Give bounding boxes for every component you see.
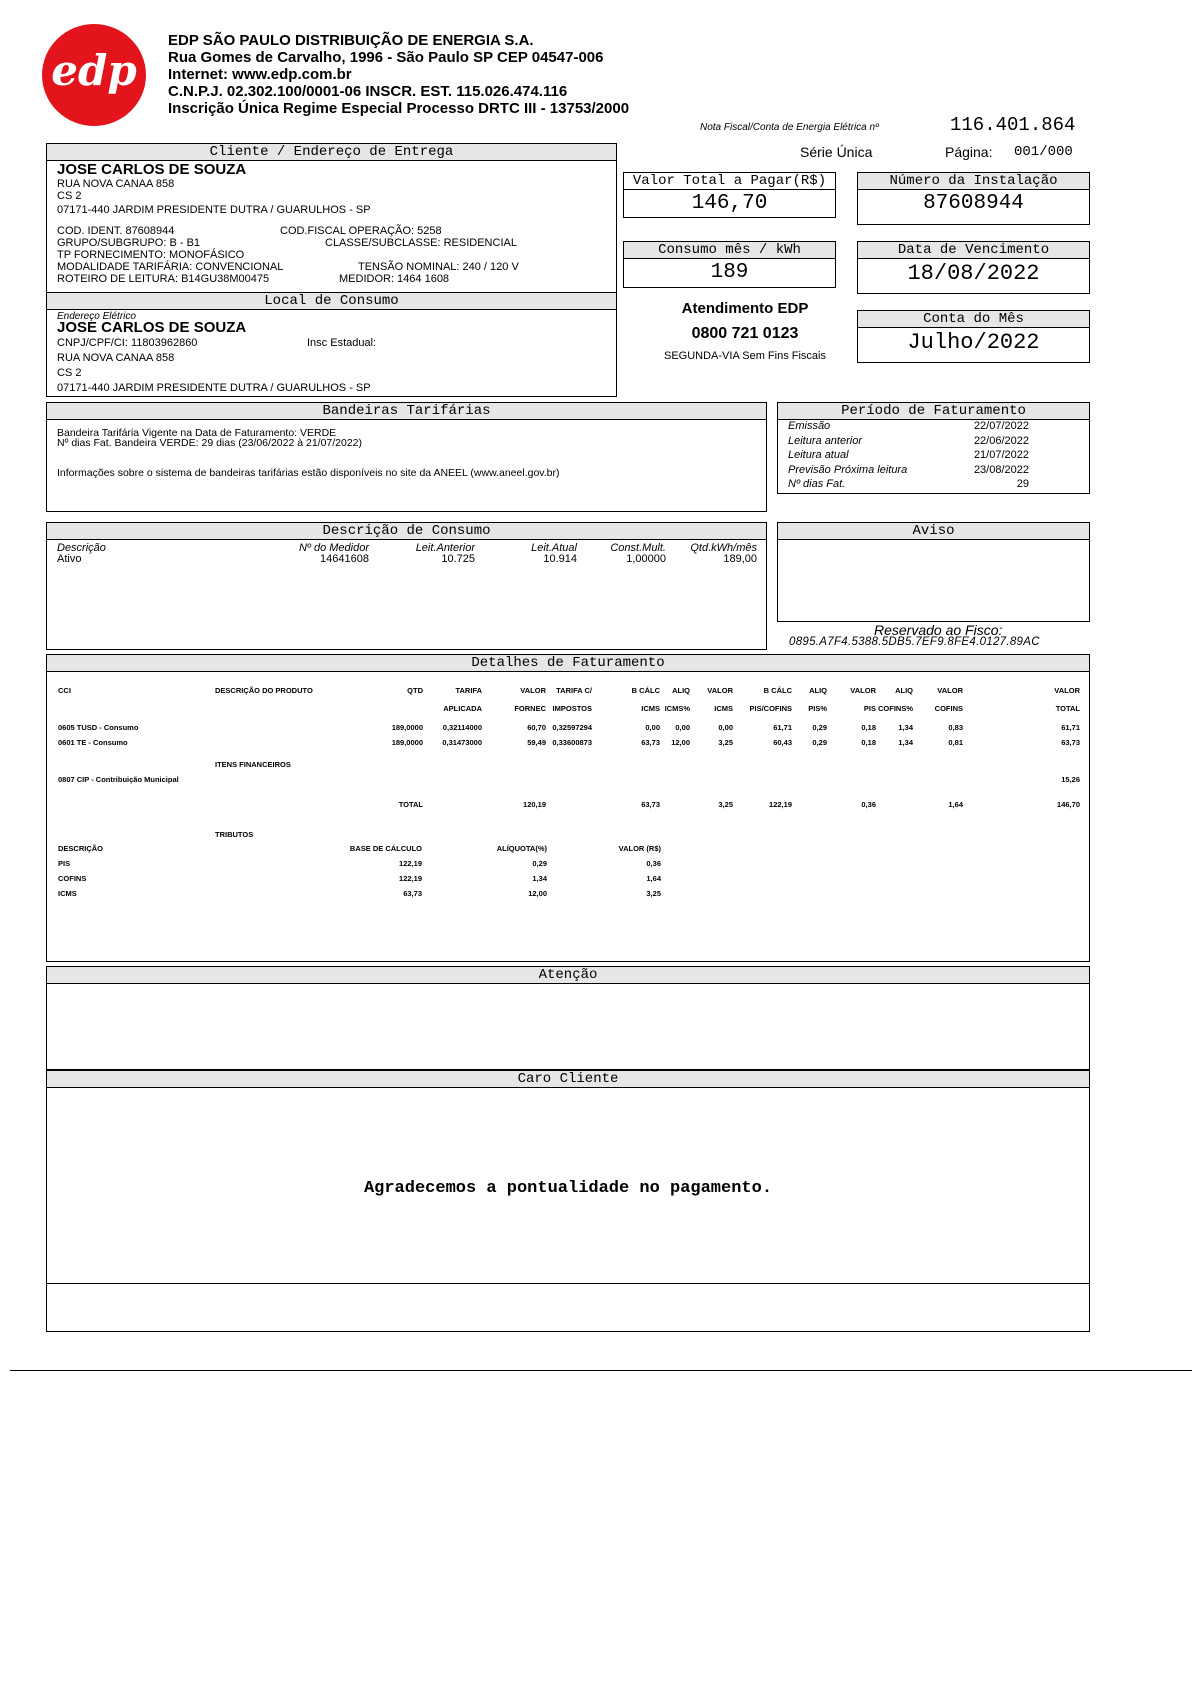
aviso-header: Aviso [778, 523, 1089, 540]
detalhes-col-subheader: APLICADA [443, 704, 482, 713]
consumo-box [623, 241, 836, 288]
detalhes-col-subheader: FORNEC [514, 704, 546, 713]
local-insc: Insc Estadual: [307, 337, 377, 349]
detalhes-col-subheader: PIS% [808, 704, 827, 713]
tributos-cell: PIS [58, 859, 71, 868]
tributos-col-header: ALÍQUOTA(%) [496, 844, 547, 853]
descricao-header: Descrição de Consumo [47, 523, 766, 540]
cliente-classe: CLASSE/SUBCLASSE: RESIDENCIAL [325, 237, 517, 249]
detalhes-cell: 0,83 [948, 723, 963, 732]
detalhes-col-header: TARIFA [455, 686, 482, 695]
local-name: JOSE CARLOS DE SOUZA [57, 319, 247, 336]
instalacao-box [857, 172, 1090, 225]
tributos-cell: COFINS [58, 874, 87, 883]
detalhes-col-header: QTD [407, 686, 423, 695]
periodo-value: 22/06/2022 [973, 434, 1029, 447]
cliente-name: JOSE CARLOS DE SOUZA [57, 161, 247, 178]
vencimento-box [857, 241, 1090, 294]
detalhes-cell: 0,29 [812, 723, 827, 732]
tributos-cell: 3,25 [646, 889, 661, 898]
company-regime: Inscrição Única Regime Especial Processo DRTC III - 13753/2000 [168, 100, 630, 117]
detalhes-cell: 189,0000 [391, 723, 423, 732]
cliente-tp-fornecimento: TP FORNECIMENTO: MONOFÁSICO [57, 249, 245, 261]
edp-logo-text: edp [51, 46, 137, 95]
company-internet: Internet: www.edp.com.br [168, 66, 352, 83]
local-cnpj: CNPJ/CPF/CI: 11803962860 [57, 337, 198, 349]
detalhes-cell: 0601 TE - Consumo [58, 738, 128, 747]
cliente-tensao: TENSÃO NOMINAL: 240 / 120 V [358, 261, 519, 273]
fisco-code: 0895.A7F4.5388.5DB5.7EF9.8FE4.0127.89AC [789, 636, 1040, 648]
total-cofins: 1,64 [948, 800, 963, 809]
tributos-col-header: VALOR (R$) [618, 844, 661, 853]
periodo-label: Nº dias Fat. [788, 478, 846, 490]
conta-mes-value: Julho/2022 [907, 330, 1040, 355]
detalhes-cell: 60,70 [527, 723, 546, 732]
descricao-col-header: Nº do Medidor [298, 542, 369, 554]
detalhes-col-header: ALIQ [809, 686, 827, 695]
detalhes-cell: 0,32597294 [552, 723, 592, 732]
nota-number: 116.401.864 [950, 114, 1076, 136]
detalhes-cell: 60,43 [773, 738, 792, 747]
tributos-cell: ICMS [58, 889, 77, 898]
total-pis: 0,36 [861, 800, 876, 809]
cliente-line1: RUA NOVA CANAA 858 [57, 178, 175, 190]
serie-label: Série Única [800, 144, 873, 160]
company-address: Rua Gomes de Carvalho, 1996 - São Paulo SP CEP 04547-006 [168, 49, 604, 66]
bandeiras-header: Bandeiras Tarifárias [47, 403, 766, 420]
detalhes-header: Detalhes de Faturamento [47, 655, 1089, 672]
periodo-box [777, 402, 1090, 494]
detalhes-cell: 0,31473000 [442, 738, 482, 747]
caro-divider [47, 1283, 1089, 1284]
bandeiras-line2: Nº dias Fat. Bandeira VERDE: 29 dias (23/06/2022 à 21/07/2022) [57, 437, 363, 449]
total-total: 146,70 [1057, 800, 1080, 809]
descricao-col-header: Descrição [57, 542, 106, 554]
local-address [57, 352, 371, 394]
detalhes-cell: 1,34 [898, 738, 913, 747]
detalhes-col-header: VALOR [850, 686, 876, 695]
detalhes-col-header: ALIQ [895, 686, 913, 695]
detalhes-cell: 0,33600873 [552, 738, 592, 747]
cliente-roteiro: ROTEIRO DE LEITURA: B14GU38M00475 [57, 273, 270, 285]
consumo-value: 189 [710, 261, 749, 284]
atencao-box [46, 966, 1090, 1070]
detalhes-cell: 0605 TUSD - Consumo [58, 723, 139, 732]
edp-logo [42, 24, 146, 126]
instalacao-value: 87608944 [923, 192, 1024, 215]
cliente-cod-fiscal: COD.FISCAL OPERAÇÃO: 5258 [280, 225, 442, 237]
bottom-rule [10, 1370, 1192, 1371]
conta-mes-label: Conta do Mês [858, 311, 1089, 328]
tributos-cell: 122,19 [399, 874, 422, 883]
detalhes-col-subheader: PIS [863, 704, 876, 713]
conta-mes-box [857, 310, 1090, 363]
cliente-medidor: MEDIDOR: 1464 1608 [339, 273, 450, 285]
tributos-cell: 122,19 [399, 859, 422, 868]
cip-label: 0807 CIP - Contribuição Municipal [58, 775, 179, 784]
cliente-grupo: GRUPO/SUBGRUPO: B - B1 [57, 237, 201, 249]
valor-total-value: 146,70 [691, 192, 768, 215]
detalhes-col-header: VALOR [520, 686, 546, 695]
cliente-cod-ident: COD. IDENT. 87608944 [57, 225, 175, 237]
detalhes-col-header: ALIQ [672, 686, 690, 695]
instalacao-label: Número da Instalação [858, 173, 1089, 190]
detalhes-cell: 0,00 [645, 723, 660, 732]
detalhes-cell: 61,71 [1061, 723, 1080, 732]
detalhes-cell: 0,81 [948, 738, 963, 747]
detalhes-col-header: VALOR [1054, 686, 1080, 695]
detalhes-col-header: VALOR [707, 686, 733, 695]
cliente-line2: CS 2 [57, 190, 82, 202]
atendimento-title: Atendimento EDP [681, 300, 809, 317]
bandeiras-box [46, 402, 767, 512]
detalhes-content [47, 672, 1089, 961]
valor-total-box [623, 172, 836, 218]
periodo-value: 21/07/2022 [973, 449, 1029, 461]
detalhes-col-subheader: ICMS [714, 704, 733, 713]
descricao-col-header: Qtd.kWh/mês [690, 542, 757, 554]
total-fornec: 120,19 [523, 800, 546, 809]
detalhes-cell: 1,34 [898, 723, 913, 732]
detalhes-cell: 0,32114000 [442, 723, 482, 732]
detalhes-cell: 3,25 [718, 738, 733, 747]
detalhes-col-subheader: COFINS [934, 704, 963, 713]
bandeiras-line1: Bandeira Tarifária Vigente na Data de Faturamento: VERDE [57, 427, 337, 439]
tributos-cell: 0,36 [646, 859, 661, 868]
bandeiras-line3: Informações sobre o sistema de bandeiras tarifárias estão disponíveis no site da ANEEL (www.aneel.gov.br) [57, 467, 560, 479]
detalhes-col-header: B CÁLC [631, 686, 660, 695]
cliente-address [57, 178, 371, 216]
periodo-header: Período de Faturamento [778, 403, 1089, 420]
local-line3: 07171-440 JARDIM PRESIDENTE DUTRA / GUARULHOS - SP [57, 382, 371, 394]
total-icms: 3,25 [718, 800, 733, 809]
detalhes-cell: 0,00 [718, 723, 733, 732]
detalhes-col-header: CCI [58, 686, 71, 695]
detalhes-cell: 63,73 [1061, 738, 1080, 747]
company-block [168, 32, 629, 117]
vencimento-label: Data de Vencimento [858, 242, 1089, 259]
detalhes-cell: 0,29 [812, 738, 827, 747]
detalhes-box [46, 654, 1090, 962]
caro-box [46, 1070, 1090, 1332]
itens-financeiros-label: ITENS FINANCEIROS [215, 760, 291, 769]
cliente-modalidade: MODALIDADE TARIFÁRIA: CONVENCIONAL [57, 261, 284, 273]
tributos-label: TRIBUTOS [215, 830, 254, 839]
periodo-label: Leitura atual [788, 449, 849, 461]
local-line2: CS 2 [57, 367, 82, 379]
detalhes-col-header: VALOR [937, 686, 963, 695]
tributos-cell: 12,00 [528, 889, 547, 898]
descricao-cell: Ativo [57, 553, 82, 565]
vencimento-value: 18/08/2022 [907, 261, 1040, 286]
detalhes-cell: 189,0000 [391, 738, 423, 747]
valor-total-label: Valor Total a Pagar(R$) [624, 173, 835, 190]
descricao-cell: 1,00000 [626, 553, 666, 565]
cip-value: 15,26 [1061, 775, 1080, 784]
detalhes-col-subheader: PIS/COFINS [749, 704, 792, 713]
detalhes-col-header: DESCRIÇÃO DO PRODUTO [215, 686, 313, 695]
fisco-label: Reservado ao Fisco: [874, 622, 1003, 638]
descricao-col-header: Leit.Anterior [415, 542, 475, 554]
tributos-col-header: DESCRIÇÃO [58, 844, 104, 853]
periodo-label: Leitura anterior [788, 434, 862, 447]
pagina-value: 001/000 [1014, 144, 1073, 160]
consumo-label: Consumo mês / kWh [624, 242, 835, 259]
company-name: EDP SÃO PAULO DISTRIBUIÇÃO DE ENERGIA S.A. [168, 32, 534, 49]
tributos-col-header: BASE DE CÁLCULO [349, 844, 422, 853]
detalhes-col-subheader: ICMS% [664, 704, 690, 713]
local-line1: RUA NOVA CANAA 858 [57, 352, 175, 364]
descricao-col-header: Const.Mult. [610, 542, 666, 554]
detalhes-col-subheader: IMPOSTOS [552, 704, 592, 713]
detalhes-cell: 63,73 [641, 738, 660, 747]
periodo-value: 29 [1016, 478, 1029, 490]
tributos-cell: 1,64 [646, 874, 661, 883]
tributos-cell: 63,73 [403, 889, 422, 898]
company-cnpj: C.N.P.J. 02.302.100/0001-06 INSCR. EST. 115.026.474.116 [168, 83, 568, 100]
atendimento-note: SEGUNDA-VIA Sem Fins Fiscais [664, 350, 826, 362]
atencao-header: Atenção [47, 967, 1089, 984]
detalhes-col-header: TARIFA C/ [556, 686, 592, 695]
detalhes-cell: 0,00 [675, 723, 690, 732]
total-label: TOTAL [398, 800, 423, 809]
pagina-label: Página: [945, 144, 993, 160]
cliente-line3: 07171-440 JARDIM PRESIDENTE DUTRA / GUARULHOS - SP [57, 204, 371, 216]
caro-message: Agradecemos a pontualidade no pagamento. [363, 1179, 773, 1198]
periodo-value: 23/08/2022 [973, 463, 1029, 476]
detalhes-cell: 0,18 [861, 738, 876, 747]
descricao-cell: 10.725 [441, 553, 475, 565]
descricao-cell: 14641608 [320, 553, 369, 565]
local-sublabel: Endereço Elétrico [57, 311, 136, 322]
detalhes-col-subheader: COFINS% [877, 704, 913, 713]
total-pis-bcalc: 122,19 [769, 800, 792, 809]
descricao-col-header: Leit.Atual [531, 542, 577, 554]
descricao-row [57, 553, 757, 565]
periodo-label: Previsão Próxima leitura [788, 463, 908, 476]
periodo-value: 22/07/2022 [973, 420, 1029, 432]
local-header: Local de Consumo [47, 293, 616, 310]
total-bcalc: 63,73 [641, 800, 660, 809]
detalhes-cell: 59,49 [527, 738, 546, 747]
cliente-box [46, 143, 617, 293]
detalhes-col-subheader: ICMS [641, 704, 660, 713]
descricao-box [46, 522, 767, 650]
detalhes-col-subheader: TOTAL [1055, 704, 1080, 713]
detalhes-cell: 0,18 [861, 723, 876, 732]
nota-label: Nota Fiscal/Conta de Energia Elétrica nº [700, 122, 879, 133]
local-box [46, 292, 617, 397]
tributos-cell: 0,29 [532, 859, 547, 868]
aviso-box [777, 522, 1090, 622]
periodo-label: Emissão [788, 420, 831, 432]
tributos-cell: 1,34 [532, 874, 547, 883]
descricao-cell: 189,00 [723, 553, 757, 565]
cliente-header: Cliente / Endereço de Entrega [47, 144, 616, 161]
detalhes-col-header: B CÁLC [763, 686, 792, 695]
atendimento-phone: 0800 721 0123 [691, 325, 799, 342]
caro-header: Caro Cliente [47, 1071, 1089, 1088]
descricao-cell: 10.914 [543, 553, 577, 565]
detalhes-cell: 12,00 [671, 738, 690, 747]
detalhes-cell: 61,71 [773, 723, 792, 732]
